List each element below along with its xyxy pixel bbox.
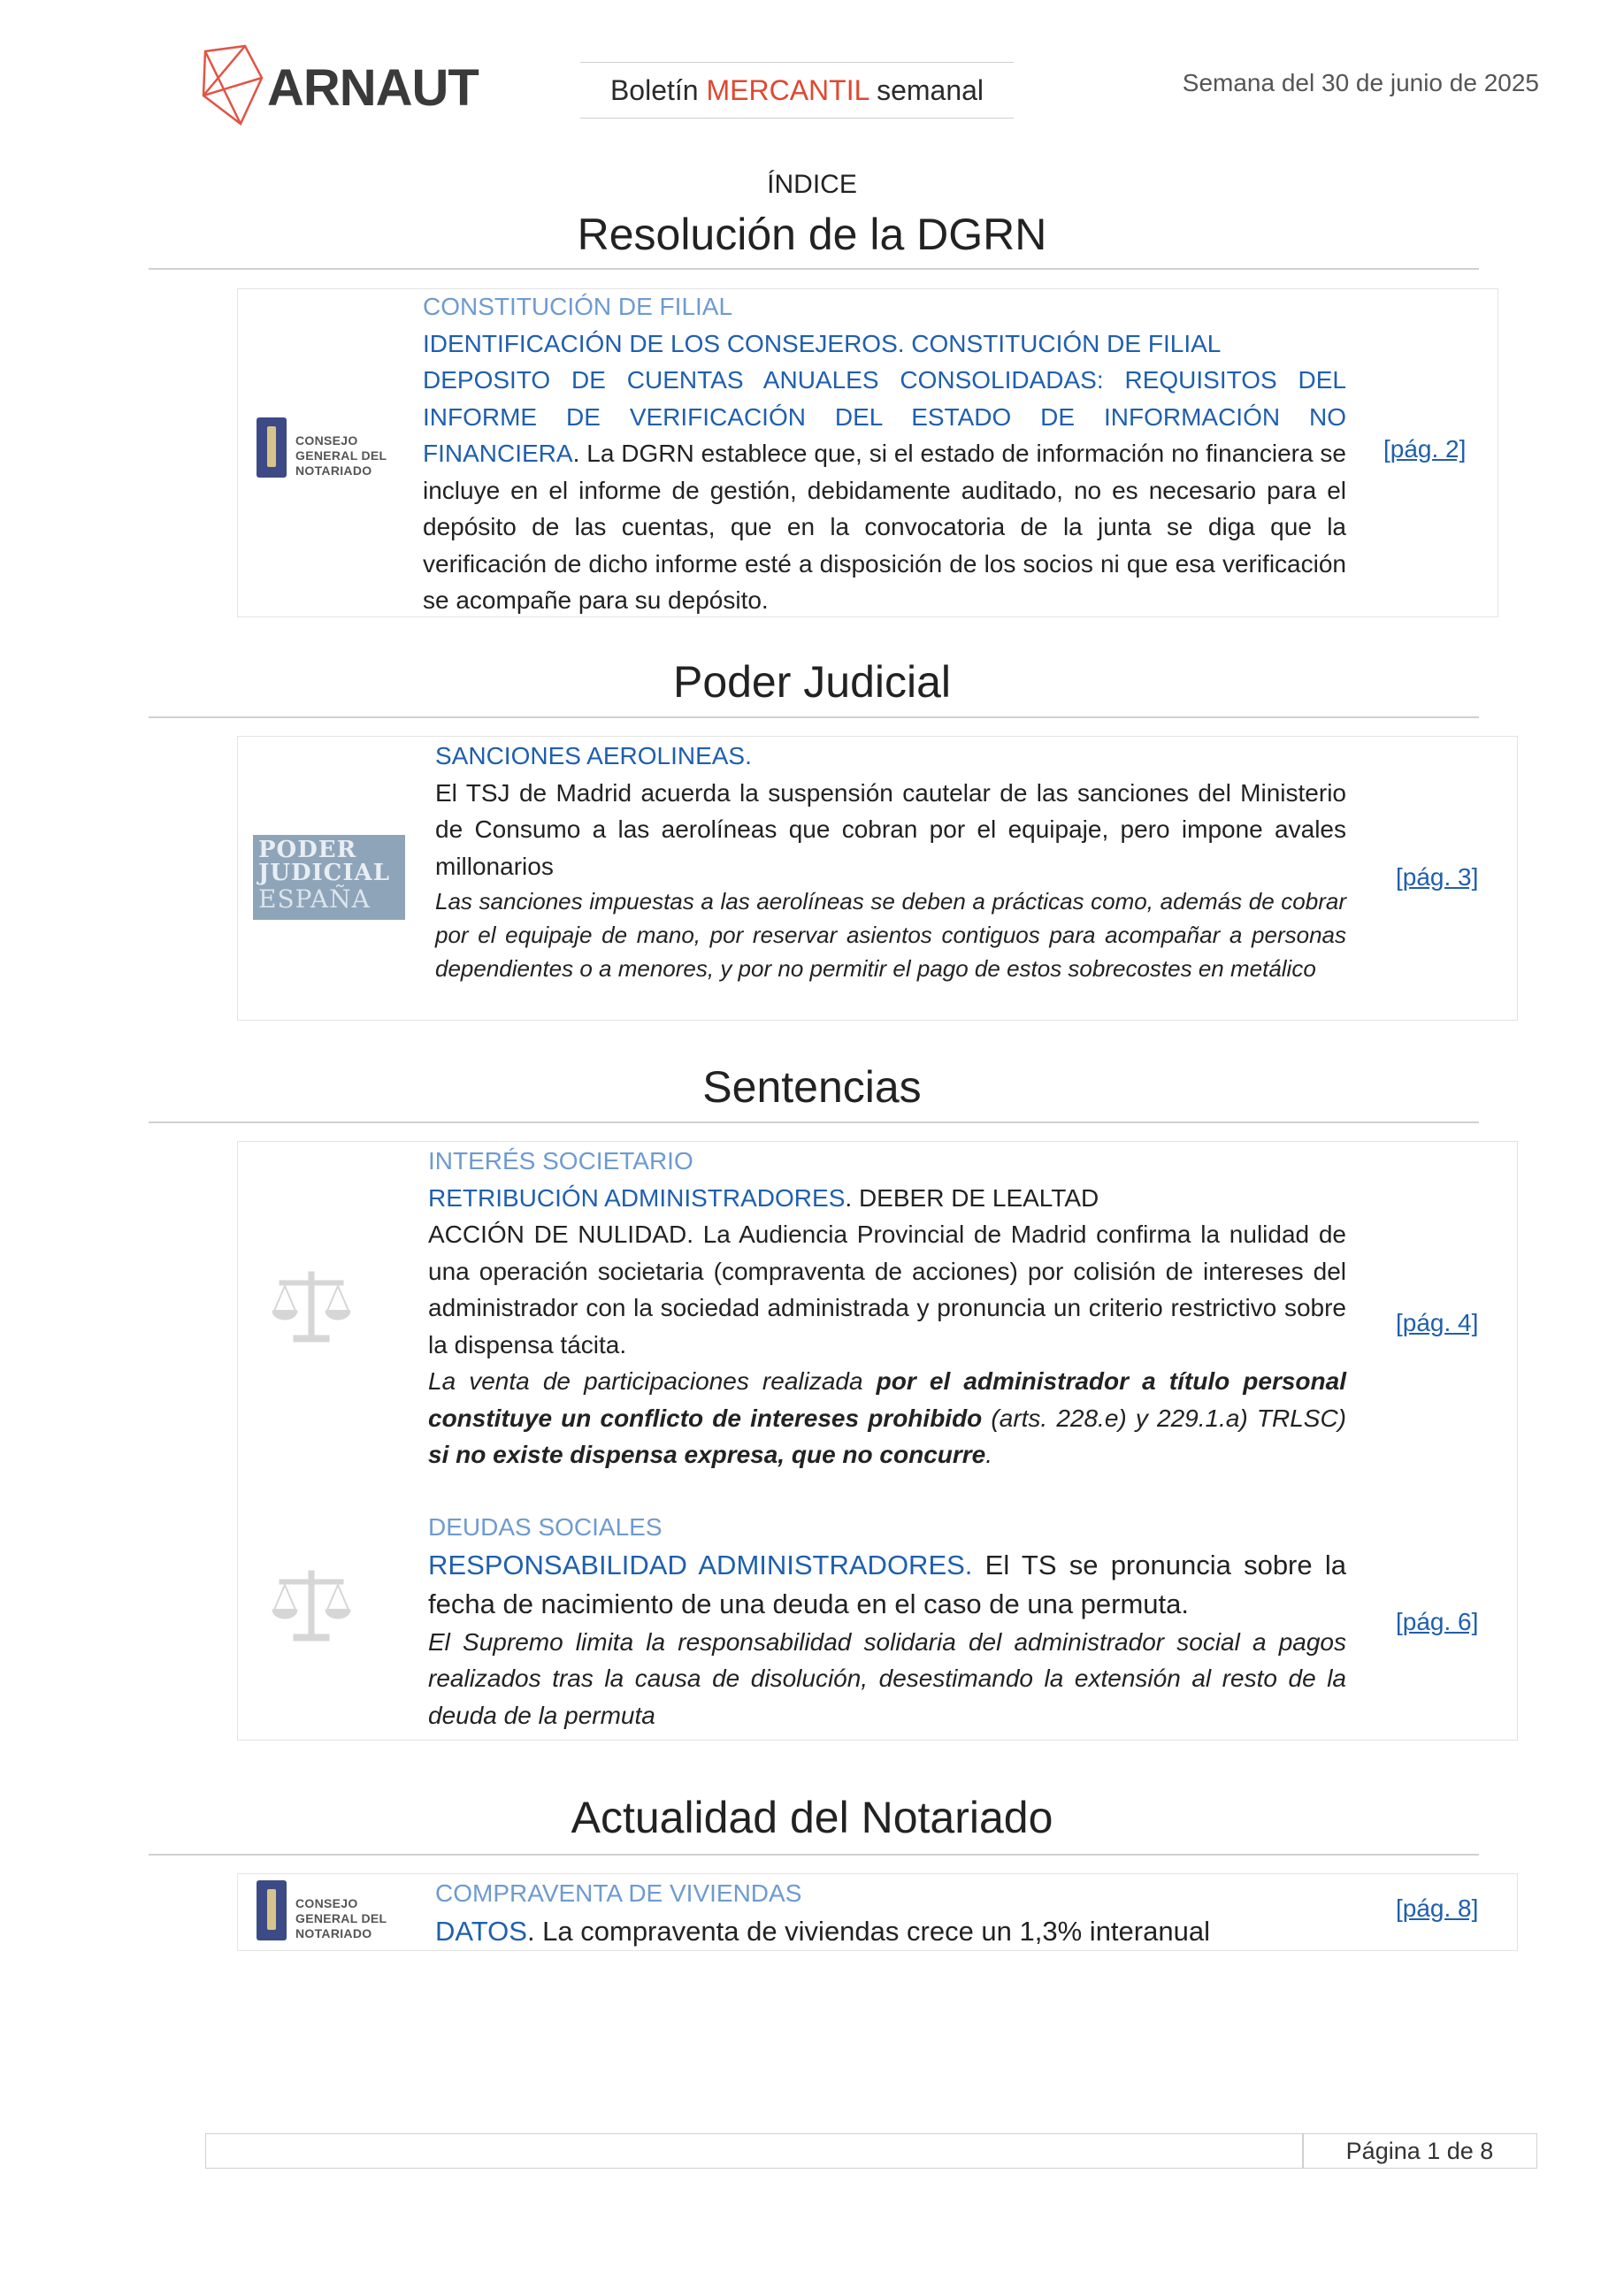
page-number: Página 1 de 8 [1345, 2138, 1494, 2164]
section-title-poder-judicial: Poder Judicial [672, 657, 952, 707]
bulletin-accent: MERCANTIL [706, 74, 869, 106]
cgn-crest-icon [257, 1880, 287, 1940]
entry-subtitle: IDENTIFICACIÓN DE LOS CONSEJEROS. CONSTITUCIÓN DE FILIAL [423, 329, 1222, 357]
cgn-logo: CONSEJO GENERAL DEL NOTARIADO [257, 1879, 416, 1944]
scales-of-justice-icon [269, 1564, 354, 1649]
page-link-2[interactable]: [pág. 2] [1383, 435, 1467, 463]
entry-category: COMPRAVENTA DE VIVIENDAS [435, 1879, 802, 1907]
entry-body: DEPOSITO DE CUENTAS ANUALES CONSOLIDADAS: REQUISITOS DEL INFORME DE VERIFICACIÓN DEL ESTADO DE INFORMACIÓN NO FINANCIERA. La DGRN establece que, si el estado de información no financiera se incluye en el informe de gestión, debidamente auditado, no es necesario para el depósito de las cuentas, que en la convocatoria de la junta se diga que la verificación de dicho informe esté a disposición de los socios ni que esa verificación se acompañe para su depósito. [423, 366, 1346, 614]
section-divider [149, 1121, 1479, 1123]
section-title-dgrn: Resolución de la DGRN [577, 210, 1047, 259]
section-title-notariado: Actualidad del Notariado [571, 1793, 1053, 1842]
entry-poder-text [435, 738, 1346, 985]
entry-category: INTERÉS SOCIETARIO [428, 1147, 693, 1175]
entry-category: SANCIONES AEROLINEAS. [435, 742, 752, 769]
scales-of-justice-icon [269, 1265, 354, 1350]
entry-summary: Las sanciones impuestas a las aerolíneas se deben a prácticas como, además de cobrar por el equipaje de mano, por reservar asientos contiguos para acompañar a personas dependientes o a menores, y por no permitir el pago de estos sobrecostes en metálico [435, 888, 1346, 982]
arnaut-logo [196, 42, 479, 131]
index-heading: ÍNDICE [767, 170, 857, 199]
entry-subtitle: RETRIBUCIÓN ADMINISTRADORES. DEBER DE LEALTAD [428, 1183, 1099, 1212]
logo-wordmark: ARNAUT [267, 59, 479, 117]
section-divider [149, 1854, 1479, 1856]
cgn-crest-icon [257, 417, 287, 478]
entry-summary: El Supremo limita la responsabilidad solidaria del administrador social a pagos realizados tras la causa de disolución, desestimando la extensión al resto de la deuda de la permuta [428, 1627, 1346, 1729]
entry-sentencia-2-text [428, 1509, 1346, 1733]
section-title-sentencias: Sentencias [702, 1062, 922, 1112]
entry-body: ACCIÓN DE NULIDAD. La Audiencia Provincial de Madrid confirma la nulidad de una operación societaria (compraventa de acciones) por colisión de intereses del administrador con la sociedad administrada y pronuncia un criterio restrictivo sobre la dispensa tácita. [428, 1221, 1346, 1358]
entry-body: RESPONSABILIDAD ADMINISTRADORES. El TS se pronuncia sobre la fecha de nacimiento de una deuda en el caso de una permuta. [428, 1549, 1346, 1619]
entry-body: El TSJ de Madrid acuerda la suspensión cautelar de las sanciones del Ministerio de Consumo a las aerolíneas que cobran por el equipaje, pero impone avales millonarios [435, 778, 1346, 880]
bulletin-title: Boletín MERCANTIL semanal [580, 62, 1014, 119]
page-link-6[interactable]: [pág. 6] [1396, 1608, 1479, 1635]
entry-sentencia-1-text [428, 1143, 1346, 1473]
section-divider [149, 268, 1479, 270]
entry-notariado-text [435, 1875, 1364, 1951]
poder-judicial-logo: PODER JUDICIAL ESPAÑA [253, 835, 405, 920]
cgn-logo: CONSEJO GENERAL DEL NOTARIADO [257, 416, 416, 481]
section-divider [149, 716, 1479, 718]
entry-dgrn-text [423, 288, 1346, 619]
entry-category: DEUDAS SOCIALES [428, 1513, 663, 1541]
week-label: Semana del 30 de junio de 2025 [1182, 69, 1539, 96]
entry-category: CONSTITUCIÓN DE FILIAL [423, 293, 733, 320]
page-link-3[interactable]: [pág. 3] [1396, 863, 1479, 891]
page-link-8[interactable]: [pág. 8] [1396, 1894, 1479, 1922]
page-link-4[interactable]: [pág. 4] [1396, 1309, 1479, 1336]
entry-body: DATOS. La compraventa de viviendas crece un 1,3% interanual [435, 1915, 1210, 1947]
arnaut-gem-icon [196, 42, 267, 131]
entry-summary: La venta de participaciones realizada por el administrador a título personal constituye un conflicto de intereses prohibido (arts. 228.e) y 229.1.a) TRLSC) si no existe dispensa expresa, que no concurre. [428, 1367, 1347, 1468]
